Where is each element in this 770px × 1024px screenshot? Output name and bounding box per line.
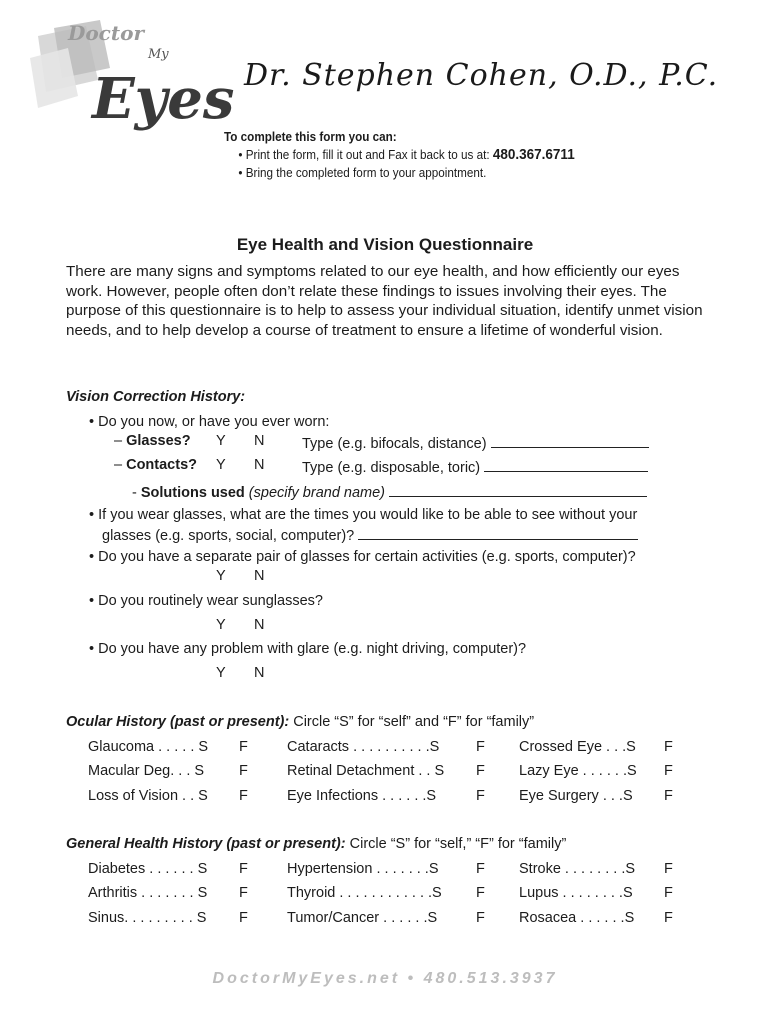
sunglasses-yes[interactable]: Y (216, 617, 226, 633)
contacts-type-field[interactable] (484, 457, 648, 472)
general-lupus[interactable]: Lupus . . . . . . . .S (519, 885, 633, 901)
glasses-dash: – (114, 433, 127, 449)
general-hypertension-family[interactable]: F (476, 861, 485, 877)
logo-eyes-text: Eyes (92, 66, 235, 132)
ocular-lazy-eye-family[interactable]: F (664, 763, 673, 779)
general-arthritis-family[interactable]: F (239, 885, 248, 901)
contacts-row (114, 457, 197, 473)
fax-number: 480.367.6711 (492, 146, 575, 163)
q-separate-glasses: • Do you have a separate pair of glasses for certain activities (e.g. sports, computer)? (89, 549, 636, 565)
contacts-type-row (302, 457, 648, 476)
ocular-eye-surgery[interactable]: Eye Surgery . . .S (519, 788, 633, 804)
ocular-history-header (66, 714, 534, 730)
q-glare: • Do you have any problem with glare (e.g. night driving, computer)? (89, 641, 527, 657)
ocular-cataracts[interactable]: Cataracts . . . . . . . . . .S (287, 739, 440, 755)
glasses-no[interactable]: N (254, 433, 265, 449)
contacts-label: Contacts? (126, 457, 197, 473)
glare-yes[interactable]: Y (216, 665, 226, 681)
contacts-no[interactable]: N (254, 457, 265, 473)
general-sinus-family[interactable]: F (239, 910, 248, 926)
general-history-heading: General Health History (past or present): (66, 836, 346, 852)
glasses-yes[interactable]: Y (216, 433, 226, 449)
solutions-field[interactable] (389, 482, 647, 497)
general-tumor-cancer-family[interactable]: F (476, 910, 485, 926)
general-diabetes[interactable]: Diabetes . . . . . . S (88, 861, 208, 877)
vision-history-heading: Vision Correction History: (66, 389, 246, 405)
q-ever-worn: • Do you now, or have you ever worn: (89, 414, 330, 430)
ocular-macular-deg[interactable]: Macular Deg. . . S (88, 763, 205, 779)
general-arthritis[interactable]: Arthritis . . . . . . . S (88, 885, 208, 901)
ocular-history-note: Circle “S” for “self” and “F” for “family” (293, 714, 535, 730)
ocular-history-heading: Ocular History (past or present): (66, 714, 290, 730)
ocular-crossed-eye-family[interactable]: F (664, 739, 673, 755)
general-sinus[interactable]: Sinus. . . . . . . . . S (88, 910, 207, 926)
ocular-eye-infections-family[interactable]: F (476, 788, 485, 804)
general-stroke[interactable]: Stroke . . . . . . . .S (519, 861, 636, 877)
footer: DoctorMyEyes.net • 480.513.3937 (212, 970, 558, 987)
solutions-note: (specify brand name) (244, 485, 386, 501)
general-rosacea[interactable]: Rosacea . . . . . .S (519, 910, 635, 926)
general-history-note: Circle “S” for “self,” “F” for “family” (349, 836, 567, 852)
general-hypertension[interactable]: Hypertension . . . . . . .S (287, 861, 439, 877)
q-without-glasses-line2 (102, 525, 638, 544)
separate-glasses-no[interactable]: N (254, 568, 265, 584)
q-without-glasses-text: glasses (e.g. sports, social, computer)? (102, 528, 355, 544)
logo-doctor-text: Doctor (68, 21, 144, 45)
contacts-type-label: Type (e.g. disposable, toric) (302, 460, 481, 476)
solutions-row (132, 482, 647, 501)
q-sunglasses: • Do you routinely wear sunglasses? (89, 593, 323, 609)
q-without-glasses-line1: • If you wear glasses, what are the times you would like to be able to see without your (89, 507, 638, 523)
contacts-dash: – (114, 457, 127, 473)
glasses-row (114, 433, 191, 449)
contacts-yes[interactable]: Y (216, 457, 226, 473)
general-history-header (66, 836, 566, 852)
ocular-eye-infections[interactable]: Eye Infections . . . . . .S (287, 788, 437, 804)
ocular-retinal-detachment-family[interactable]: F (476, 763, 485, 779)
logo-graphic (28, 18, 235, 138)
ocular-eye-surgery-family[interactable]: F (664, 788, 673, 804)
general-diabetes-family[interactable]: F (239, 861, 248, 877)
doctor-name: Dr. Stephen Cohen, O.D., P.C. (244, 58, 719, 93)
glasses-type-field[interactable] (491, 433, 649, 448)
page-title: Eye Health and Vision Questionnaire (236, 235, 534, 254)
ocular-loss-of-vision[interactable]: Loss of Vision . . S (88, 788, 208, 804)
glasses-type-label: Type (e.g. bifocals, distance) (302, 436, 487, 452)
ocular-retinal-detachment[interactable]: Retinal Detachment . . S (287, 763, 445, 779)
glasses-type-row (302, 433, 649, 452)
instructions (224, 128, 614, 182)
sunglasses-no[interactable]: N (254, 617, 265, 633)
ocular-crossed-eye[interactable]: Crossed Eye . . .S (519, 739, 636, 755)
general-stroke-family[interactable]: F (664, 861, 673, 877)
general-thyroid[interactable]: Thyroid . . . . . . . . . . . .S (287, 885, 442, 901)
instruction-fax (224, 146, 575, 164)
general-tumor-cancer[interactable]: Tumor/Cancer . . . . . .S (287, 910, 438, 926)
glasses-label: Glasses? (126, 433, 191, 449)
ocular-glaucoma-family[interactable]: F (239, 739, 248, 755)
ocular-cataracts-family[interactable]: F (476, 739, 485, 755)
logo (28, 18, 235, 138)
intro-paragraph: There are many signs and symptoms related to our eye health, and how efficiently our eyes work. However, people often don’t relate these findings to issues involving their eyes. The purpose of this questionnaire is to help to assess your individual situation, identify unmet vision needs, and to help develop a course of treatment to ensure a lifetime of wonderful vision. (66, 263, 703, 339)
ocular-lazy-eye[interactable]: Lazy Eye . . . . . .S (519, 763, 637, 779)
instructions-heading: To complete this form you can: (224, 129, 397, 144)
general-thyroid-family[interactable]: F (476, 885, 485, 901)
solutions-dash: - (132, 485, 141, 501)
ocular-macular-deg-family[interactable]: F (239, 763, 248, 779)
without-glasses-field[interactable] (358, 525, 638, 540)
glare-no[interactable]: N (254, 665, 265, 681)
ocular-loss-of-vision-family[interactable]: F (239, 788, 248, 804)
instruction-bring: • Bring the completed form to your appointment. (238, 165, 487, 180)
separate-glasses-yes[interactable]: Y (216, 568, 226, 584)
general-lupus-family[interactable]: F (664, 885, 673, 901)
solutions-label: Solutions used (140, 485, 245, 501)
instruction-fax-text: • Print the form, fill it out and Fax it back to us at: (238, 147, 493, 162)
logo-my-text: My (148, 47, 169, 62)
general-rosacea-family[interactable]: F (664, 910, 673, 926)
ocular-glaucoma[interactable]: Glaucoma . . . . . S (88, 739, 209, 755)
